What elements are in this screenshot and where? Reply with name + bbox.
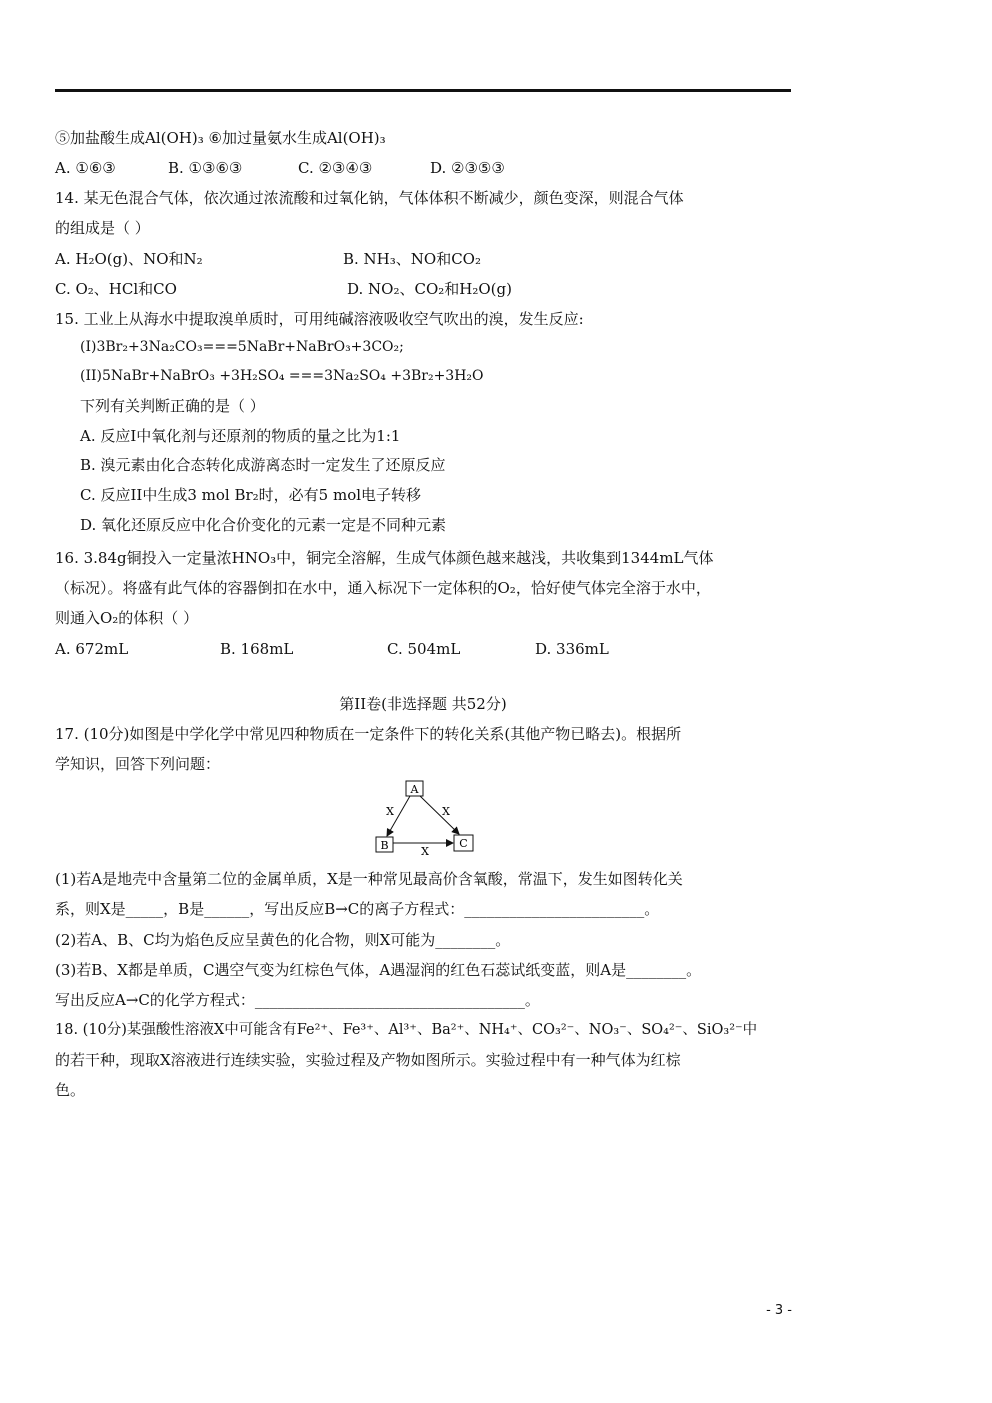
q16-stem-end: 则通入O₂的体积（ ）: [55, 609, 199, 627]
q16-option-c: C. 504mL: [387, 640, 461, 658]
q15-reaction-2: (II)5NaBr+NaBrO₃ +3H₂SO₄ ===3Na₂SO₄ +3Br₂+3H₂O: [80, 368, 484, 384]
q15-reaction-1: (I)3Br₂+3Na₂CO₃===5NaBr+NaBrO₃+3CO₂;: [80, 339, 404, 355]
header-rule: [55, 89, 791, 92]
q13-option-c: C. ②③④③: [298, 159, 373, 177]
q15-stem: 15. 工业上从海水中提取溴单质时，可用纯碱溶液吸收空气吹出的溴，发生反应:: [55, 310, 584, 328]
q17-part1: (1)若A是地壳中含量第二位的金属单质，X是一种常见最高价含氧酸，常温下，发生如图转化关: [55, 870, 683, 888]
q14-stem-cont: 的组成是（ ）: [55, 219, 150, 237]
q15-option-d: D. 氧化还原反应中化合价变化的元素一定是不同种元素: [80, 516, 447, 534]
q16-stem: 16. 3.84g铜投入一定量浓HNO₃中，铜完全溶解，生成气体颜色越来越浅，共收集到1344mL气体: [55, 549, 714, 567]
q15-option-a: A. 反应I中氧化剂与还原剂的物质的量之比为1:1: [80, 427, 401, 445]
q13-option-a: A. ①⑥③: [55, 159, 116, 177]
q18-stem-end: 色。: [55, 1081, 86, 1099]
q18-stem: 18. (10分)某强酸性溶液X中可能含有Fe²⁺、Fe³⁺、Al³⁺、Ba²⁺、NH₄⁺、CO₃²⁻、NO₃⁻、SO₄²⁻、SiO₃²⁻中: [55, 1022, 758, 1038]
conversion-diagram: [360, 775, 490, 857]
q18-stem-cont: 的若干种，现取X溶液进行连续实验，实验过程及产物如图所示。实验过程中有一种气体为红棕: [55, 1051, 681, 1069]
q16-option-b: B. 168mL: [220, 640, 294, 658]
arrow-a-to-c: [420, 796, 459, 834]
node-c: C: [459, 837, 468, 850]
q16-option-d: D. 336mL: [535, 640, 609, 658]
node-b: B: [380, 839, 389, 852]
q15-option-b: B. 溴元素由化合态转化成游离态时一定发生了还原反应: [80, 456, 446, 474]
q17-stem-cont: 学知识，回答下列问题：: [55, 755, 221, 773]
q15-option-c: C. 反应II中生成3 mol Br₂时，必有5 mol电子转移: [80, 486, 422, 504]
q13-option-d: D. ②③⑤③: [430, 159, 505, 177]
q16-stem-cont: （标况）。将盛有此气体的容器倒扣在水中，通入标况下一定体积的O₂，恰好使气体完全溶于水中，: [55, 579, 711, 597]
page-number: - 3 -: [766, 1303, 792, 1318]
q14-option-d: D. NO₂、CO₂和H₂O(g): [347, 280, 512, 298]
q14-option-a: A. H₂O(g)、NO和N₂: [55, 250, 203, 268]
q14-option-c: C. O₂、HCl和CO: [55, 280, 177, 298]
q13-option-b: B. ①③⑥③: [168, 159, 243, 177]
q14-stem: 14. 某无色混合气体，依次通过浓流酸和过氧化钠，气体体积不断减少，颜色变深，则混合气体: [55, 189, 684, 207]
q17-part1-cont: 系，则X是_____，B是______，写出反应B→C的离子方程式：________________________。: [55, 900, 660, 918]
q13-line: ⑤加盐酸生成Al(OH)₃ ⑥加过量氨水生成Al(OH)₃: [55, 129, 386, 147]
q15-ask: 下列有关判断正确的是（ ）: [80, 397, 265, 415]
section-heading: 第II卷(非选择题 共52分): [339, 695, 507, 713]
q17-part2: (2)若A、B、C均为焰色反应呈黄色的化合物，则X可能为________。: [55, 931, 511, 949]
q17-part3: (3)若B、X都是单质，C遇空气变为红棕色气体，A遇湿润的红色石蕊试纸变蓝，则A是________。: [55, 961, 702, 979]
q16-option-a: A. 672mL: [55, 640, 129, 658]
q14-option-b: B. NH₃、NO和CO₂: [343, 250, 481, 268]
node-a: A: [410, 783, 419, 796]
label-x-left: X: [386, 805, 394, 818]
label-x-bottom: X: [421, 845, 429, 857]
q17-part3-cont: 写出反应A→C的化学方程式：____________________________________。: [55, 991, 540, 1009]
label-x-right: X: [442, 805, 450, 818]
q17-stem: 17. (10分)如图是中学化学中常见四种物质在一定条件下的转化关系(其他产物已略去)。根据所: [55, 725, 682, 743]
